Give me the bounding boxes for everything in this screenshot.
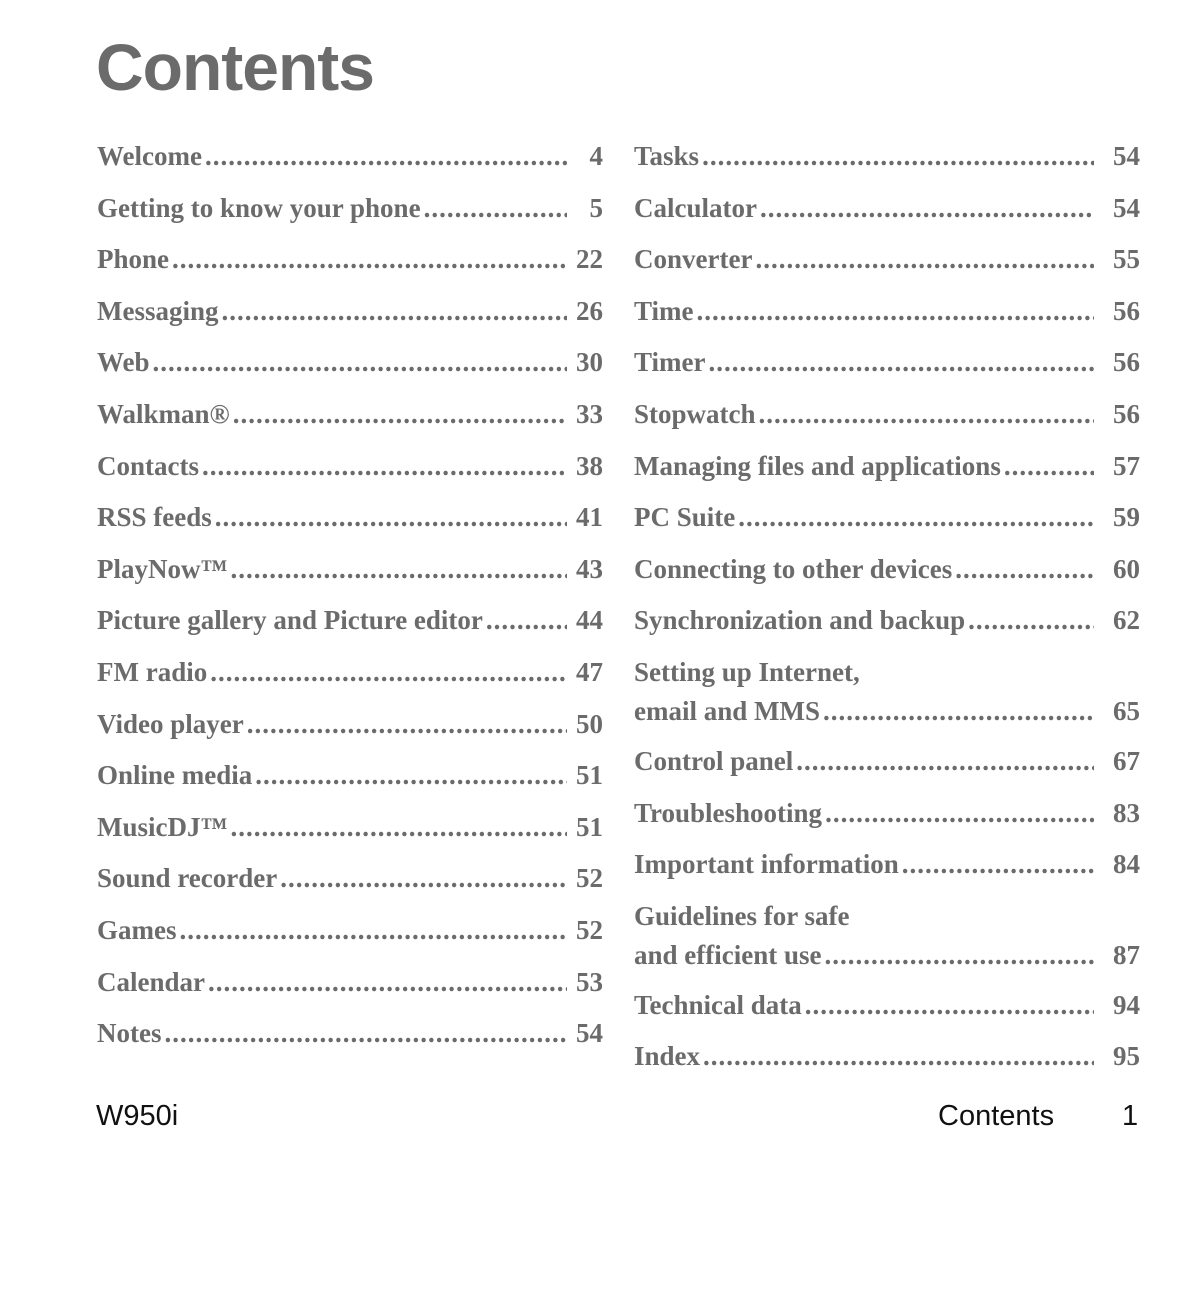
toc-entry-page: 53 bbox=[576, 966, 603, 997]
toc-entry-calculator[interactable] bbox=[634, 192, 1140, 244]
dot-leader bbox=[231, 811, 568, 843]
dot-leader bbox=[955, 553, 1094, 585]
dot-leader bbox=[759, 398, 1094, 430]
toc-entry-control-panel[interactable] bbox=[634, 745, 1140, 797]
toc-entry-page: 41 bbox=[576, 502, 603, 533]
toc-entry-page: 54 bbox=[1113, 141, 1140, 171]
dot-leader bbox=[823, 695, 1094, 727]
toc-entry-title: Phone bbox=[97, 244, 170, 275]
toc-entry-timer[interactable] bbox=[634, 346, 1140, 398]
toc-entry-games[interactable] bbox=[97, 914, 603, 966]
toc-entry-page: 83 bbox=[1113, 797, 1140, 828]
toc-entry-index[interactable] bbox=[634, 1040, 1140, 1092]
footer-model: W950i bbox=[96, 1100, 179, 1132]
dot-leader bbox=[205, 140, 567, 172]
toc-entry-messaging[interactable] bbox=[97, 295, 603, 347]
toc-entry-page: 54 bbox=[1113, 192, 1140, 223]
toc-entry-page: 62 bbox=[1113, 605, 1140, 636]
toc-entry-page: 87 bbox=[1113, 939, 1140, 970]
dot-leader bbox=[222, 295, 568, 327]
toc-entry-pc-suite[interactable] bbox=[634, 501, 1140, 553]
dot-leader bbox=[153, 346, 567, 378]
toc-entry-title: Stopwatch bbox=[634, 398, 756, 429]
toc-entry-contacts[interactable] bbox=[97, 450, 603, 502]
toc-entry-video-player[interactable] bbox=[97, 708, 603, 760]
toc-entry-page: 95 bbox=[1113, 1041, 1140, 1072]
toc-entry-musicdj[interactable] bbox=[97, 811, 603, 863]
dot-leader bbox=[968, 604, 1094, 636]
dot-leader bbox=[760, 192, 1094, 224]
toc-entry-title: Picture gallery and Picture editor bbox=[97, 605, 483, 636]
toc-entry-page: 54 bbox=[576, 1018, 603, 1049]
dot-leader bbox=[215, 501, 567, 533]
toc-entry-title: Online media bbox=[97, 760, 253, 791]
toc-entry-page: 56 bbox=[1113, 295, 1140, 326]
toc-entry-title-line2: email and MMS bbox=[634, 695, 820, 726]
toc-entry-phone[interactable] bbox=[97, 243, 603, 295]
toc-entry-synchronization[interactable] bbox=[634, 604, 1140, 656]
page-title: Contents bbox=[96, 30, 374, 104]
toc-entry-title: Video player bbox=[97, 708, 244, 739]
dot-leader bbox=[1004, 450, 1094, 482]
toc-entry-page: 43 bbox=[576, 553, 603, 584]
toc-entry-troubleshooting[interactable] bbox=[634, 797, 1140, 849]
toc-entry-page: 5 bbox=[589, 192, 603, 223]
toc-entry-page: 47 bbox=[576, 656, 603, 687]
toc-entry-page: 55 bbox=[1113, 244, 1140, 275]
toc-entry-page: 67 bbox=[1113, 745, 1140, 776]
dot-leader bbox=[702, 140, 1094, 172]
toc-entry-title: Time bbox=[634, 295, 694, 326]
toc-entry-page: 57 bbox=[1113, 450, 1140, 481]
dot-leader bbox=[708, 346, 1094, 378]
toc-entry-page: 52 bbox=[576, 914, 603, 945]
toc-entry-title: PlayNow™ bbox=[97, 553, 228, 584]
dot-leader bbox=[280, 862, 567, 894]
toc-entry-title: Calendar bbox=[97, 966, 205, 997]
toc-entry-title: Index bbox=[634, 1041, 701, 1072]
dot-leader bbox=[164, 1017, 567, 1049]
toc-entry-tasks[interactable] bbox=[634, 140, 1140, 192]
toc-entry-page: 94 bbox=[1113, 989, 1140, 1020]
toc-entry-title: Important information bbox=[634, 849, 899, 880]
toc-entry-getting-to-know-your-phone[interactable] bbox=[97, 192, 603, 244]
dot-leader bbox=[796, 745, 1094, 777]
dot-leader bbox=[172, 243, 567, 275]
toc-entry-title: Troubleshooting bbox=[634, 797, 823, 828]
toc-entry-page: 4 bbox=[589, 141, 603, 171]
toc-right-column bbox=[634, 140, 1140, 1092]
toc-entry-page: 44 bbox=[576, 605, 603, 636]
toc-entry-online-media[interactable] bbox=[97, 759, 603, 811]
dot-leader bbox=[424, 192, 567, 224]
toc-entry-page: 59 bbox=[1113, 502, 1140, 533]
toc-entry-title: Sound recorder bbox=[97, 863, 278, 894]
toc-entry-title: PC Suite bbox=[634, 502, 736, 533]
toc-entry-title: Converter bbox=[634, 244, 753, 275]
toc-entry-title: Calculator bbox=[634, 192, 757, 223]
toc-entry-web[interactable] bbox=[97, 346, 603, 398]
toc-entry-title: RSS feeds bbox=[97, 502, 212, 533]
toc-entry-title: Timer bbox=[634, 347, 706, 378]
toc-entry-time[interactable] bbox=[634, 295, 1140, 347]
toc-entry-page: 60 bbox=[1113, 553, 1140, 584]
toc-entry-title: Technical data bbox=[634, 989, 802, 1020]
toc-entry-page: 56 bbox=[1113, 347, 1140, 378]
dot-leader bbox=[179, 914, 567, 946]
toc-entry-page: 51 bbox=[576, 811, 603, 842]
toc-entry-playnow[interactable] bbox=[97, 553, 603, 605]
toc-entry-setting-up-internet[interactable] bbox=[634, 656, 1140, 745]
dot-leader bbox=[202, 450, 567, 482]
toc-entry-title-line1: Guidelines for safe bbox=[634, 900, 850, 931]
toc-entry-title: Notes bbox=[97, 1018, 162, 1049]
toc-entry-important-information[interactable] bbox=[634, 848, 1140, 900]
dot-leader bbox=[902, 848, 1094, 880]
dot-leader bbox=[755, 243, 1094, 275]
toc-entry-picture-gallery[interactable] bbox=[97, 604, 603, 656]
dot-leader bbox=[824, 939, 1094, 971]
toc-entry-title: Synchronization and backup bbox=[634, 605, 966, 636]
dot-leader bbox=[255, 759, 567, 791]
dot-leader bbox=[208, 966, 567, 998]
toc-left-column bbox=[97, 140, 603, 1069]
dot-leader bbox=[825, 797, 1094, 829]
toc-entry-page: 33 bbox=[576, 398, 603, 429]
toc-entry-title: Games bbox=[97, 914, 177, 945]
toc-entry-page: 56 bbox=[1113, 398, 1140, 429]
footer-section-title: Contents bbox=[938, 1100, 1055, 1132]
toc-entry-title-line1: Setting up Internet, bbox=[634, 656, 860, 687]
toc-entry-rss-feeds[interactable] bbox=[97, 501, 603, 553]
toc-entry-title-line2: and efficient use bbox=[634, 939, 822, 970]
toc-entry-page: 51 bbox=[576, 760, 603, 791]
toc-entry-page: 22 bbox=[576, 244, 603, 275]
toc-entry-title: Managing files and applications bbox=[634, 450, 1001, 481]
footer-page-number: 1 bbox=[1122, 1100, 1139, 1132]
dot-leader bbox=[486, 604, 567, 636]
toc-entry-calendar[interactable] bbox=[97, 966, 603, 1018]
dot-leader bbox=[703, 1040, 1094, 1072]
toc-entry-sound-recorder[interactable] bbox=[97, 862, 603, 914]
toc-entry-fm-radio[interactable] bbox=[97, 656, 603, 708]
toc-entry-title: Connecting to other devices bbox=[634, 553, 953, 584]
toc-entry-title: Messaging bbox=[97, 295, 219, 326]
toc-entry-second-line bbox=[634, 695, 1140, 727]
toc-entry-title: Tasks bbox=[634, 141, 700, 171]
toc-entry-notes[interactable] bbox=[97, 1017, 603, 1069]
toc-entry-title: MusicDJ™ bbox=[97, 811, 228, 842]
toc-entry-page: 50 bbox=[576, 708, 603, 739]
toc-entry-page: 65 bbox=[1113, 695, 1140, 726]
toc-entry-title: Welcome bbox=[97, 141, 202, 171]
toc-entry-managing-files[interactable] bbox=[634, 450, 1140, 502]
toc-entry-page: 38 bbox=[576, 450, 603, 481]
dot-leader bbox=[233, 398, 567, 430]
toc-entry-welcome[interactable] bbox=[97, 140, 603, 192]
toc-entry-title: Contacts bbox=[97, 450, 199, 481]
dot-leader bbox=[738, 501, 1094, 533]
dot-leader bbox=[805, 989, 1094, 1021]
toc-entry-converter[interactable] bbox=[634, 243, 1140, 295]
toc-entry-title: Walkman® bbox=[97, 398, 230, 429]
toc-entry-title: Control panel bbox=[634, 745, 794, 776]
toc-entry-connecting-devices[interactable] bbox=[634, 553, 1140, 605]
dot-leader bbox=[697, 295, 1095, 327]
toc-entry-page: 84 bbox=[1113, 849, 1140, 880]
toc-entry-technical-data[interactable] bbox=[634, 989, 1140, 1041]
toc-entry-page: 52 bbox=[576, 863, 603, 894]
dot-leader bbox=[210, 656, 567, 688]
toc-entry-walkman[interactable] bbox=[97, 398, 603, 450]
toc-entry-stopwatch[interactable] bbox=[634, 398, 1140, 450]
dot-leader bbox=[247, 708, 567, 740]
toc-entry-title: Web bbox=[97, 347, 150, 378]
toc-entry-title: FM radio bbox=[97, 656, 208, 687]
toc-entry-second-line bbox=[634, 939, 1140, 971]
toc-entry-title: Getting to know your phone bbox=[97, 192, 421, 223]
toc-entry-page: 26 bbox=[576, 295, 603, 326]
toc-entry-page: 30 bbox=[576, 347, 603, 378]
dot-leader bbox=[231, 553, 568, 585]
toc-entry-guidelines[interactable] bbox=[634, 900, 1140, 989]
